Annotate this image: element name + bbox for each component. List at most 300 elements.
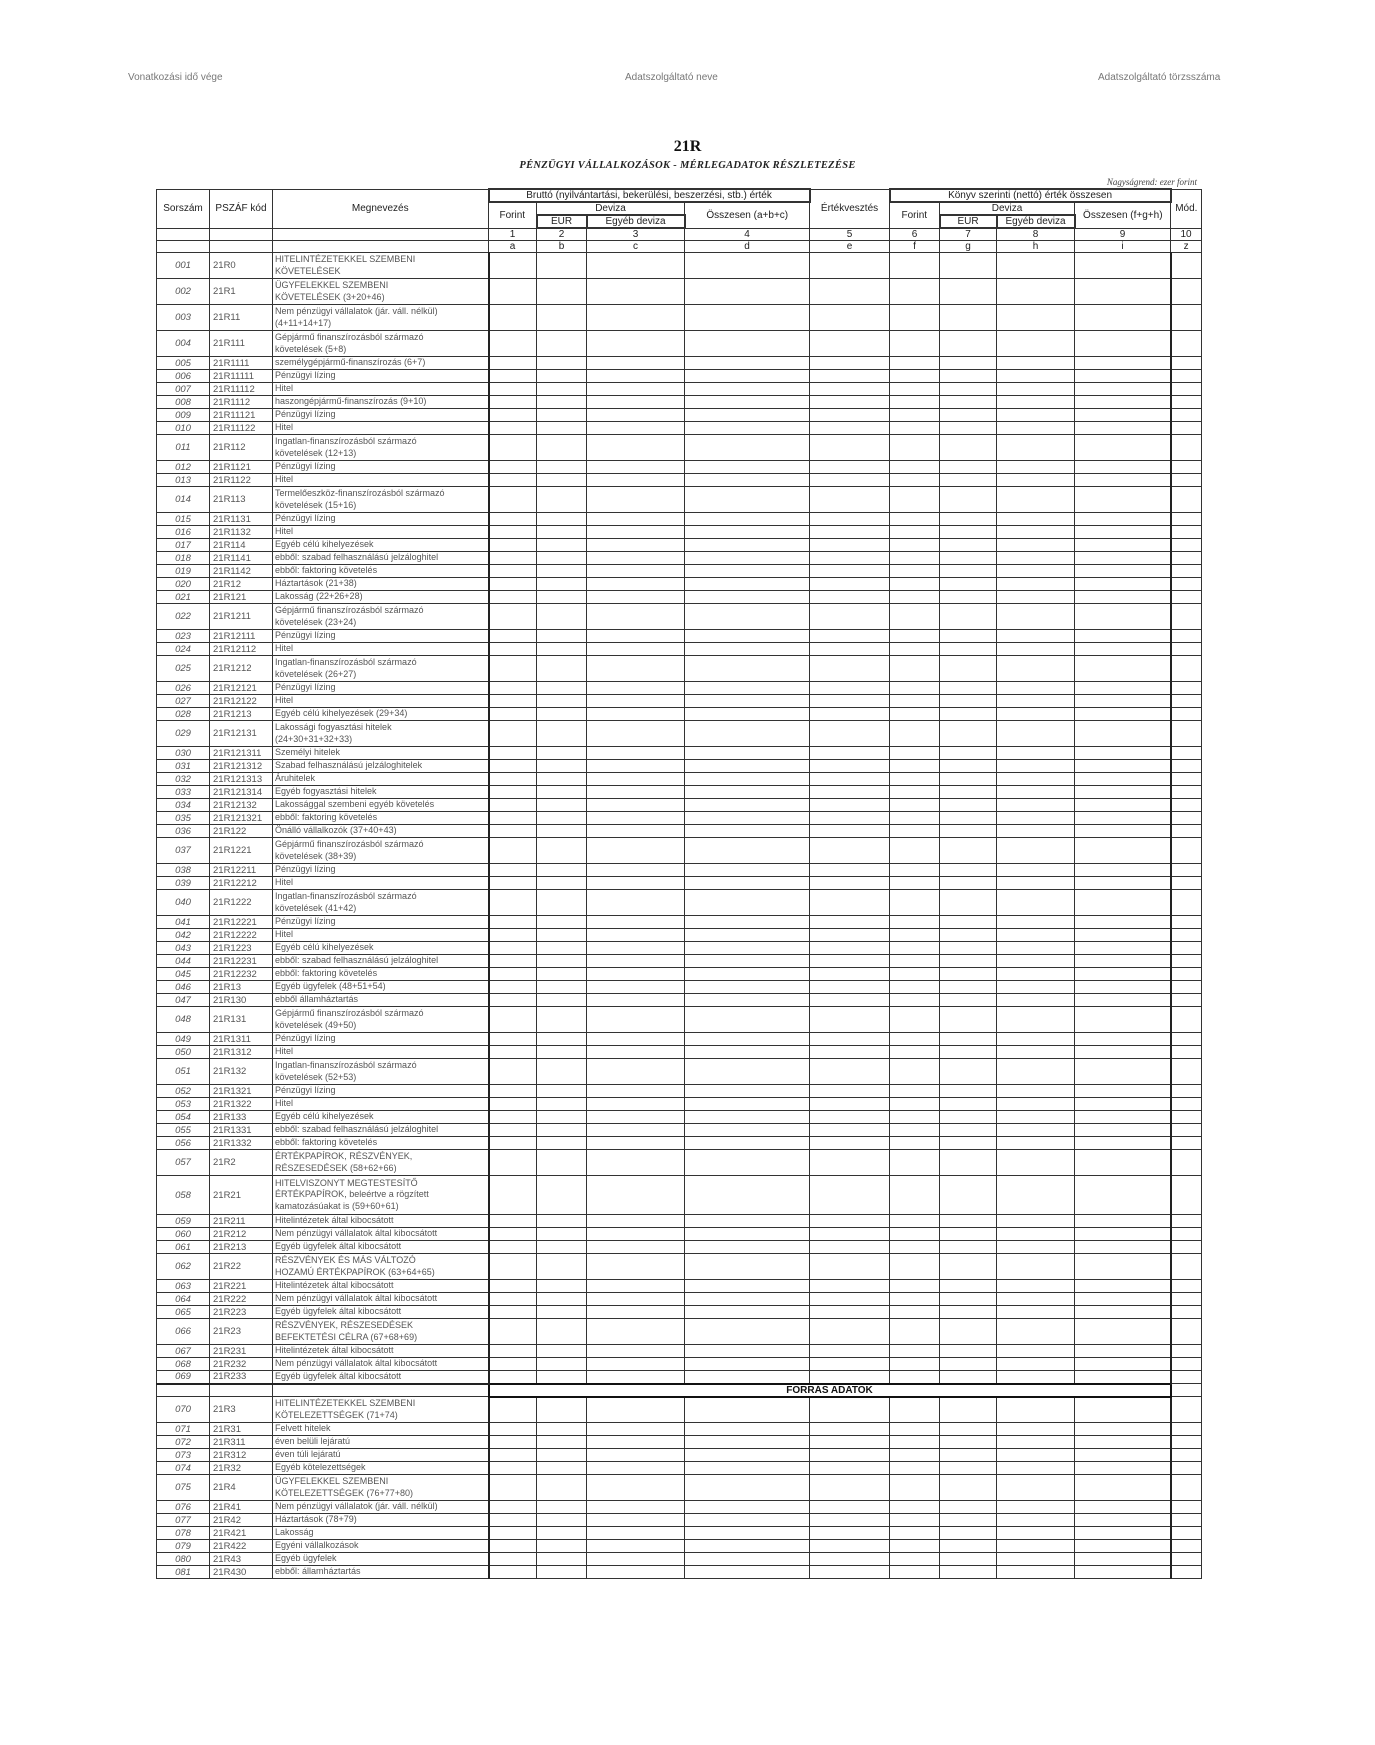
value-cell-f[interactable] <box>890 1566 940 1579</box>
value-cell-d[interactable] <box>685 604 810 630</box>
value-cell-e[interactable] <box>810 916 890 929</box>
value-cell-z[interactable] <box>1171 1085 1202 1098</box>
value-cell-f[interactable] <box>890 786 940 799</box>
value-cell-g[interactable] <box>940 916 997 929</box>
value-cell-h[interactable] <box>997 1449 1075 1462</box>
value-cell-e[interactable] <box>810 1085 890 1098</box>
value-cell-c[interactable] <box>587 1085 685 1098</box>
value-cell-i[interactable] <box>1075 838 1171 864</box>
value-cell-f[interactable] <box>890 864 940 877</box>
value-cell-a[interactable] <box>489 383 537 396</box>
value-cell-c[interactable] <box>587 994 685 1007</box>
value-cell-z[interactable] <box>1171 1124 1202 1137</box>
value-cell-g[interactable] <box>940 1397 997 1423</box>
value-cell-b[interactable] <box>537 1345 587 1358</box>
value-cell-c[interactable] <box>587 513 685 526</box>
value-cell-a[interactable] <box>489 331 537 357</box>
value-cell-f[interactable] <box>890 383 940 396</box>
value-cell-h[interactable] <box>997 695 1075 708</box>
value-cell-g[interactable] <box>940 396 997 409</box>
value-cell-f[interactable] <box>890 1085 940 1098</box>
value-cell-f[interactable] <box>890 396 940 409</box>
value-cell-c[interactable] <box>587 838 685 864</box>
value-cell-c[interactable] <box>587 1111 685 1124</box>
value-cell-z[interactable] <box>1171 370 1202 383</box>
value-cell-f[interactable] <box>890 1345 940 1358</box>
value-cell-g[interactable] <box>940 825 997 838</box>
value-cell-a[interactable] <box>489 708 537 721</box>
value-cell-i[interactable] <box>1075 630 1171 643</box>
value-cell-d[interactable] <box>685 929 810 942</box>
value-cell-g[interactable] <box>940 1124 997 1137</box>
value-cell-a[interactable] <box>489 1527 537 1540</box>
value-cell-i[interactable] <box>1075 422 1171 435</box>
value-cell-h[interactable] <box>997 552 1075 565</box>
value-cell-e[interactable] <box>810 786 890 799</box>
value-cell-i[interactable] <box>1075 812 1171 825</box>
value-cell-f[interactable] <box>890 1462 940 1475</box>
value-cell-a[interactable] <box>489 513 537 526</box>
value-cell-e[interactable] <box>810 1449 890 1462</box>
value-cell-h[interactable] <box>997 279 1075 305</box>
value-cell-h[interactable] <box>997 721 1075 747</box>
value-cell-c[interactable] <box>587 1475 685 1501</box>
value-cell-e[interactable] <box>810 565 890 578</box>
value-cell-b[interactable] <box>537 1553 587 1566</box>
value-cell-d[interactable] <box>685 357 810 370</box>
value-cell-e[interactable] <box>810 812 890 825</box>
value-cell-z[interactable] <box>1171 682 1202 695</box>
value-cell-d[interactable] <box>685 760 810 773</box>
value-cell-d[interactable] <box>685 942 810 955</box>
value-cell-c[interactable] <box>587 1397 685 1423</box>
value-cell-a[interactable] <box>489 1436 537 1449</box>
value-cell-g[interactable] <box>940 435 997 461</box>
value-cell-d[interactable] <box>685 1319 810 1345</box>
value-cell-g[interactable] <box>940 799 997 812</box>
value-cell-z[interactable] <box>1171 422 1202 435</box>
value-cell-z[interactable] <box>1171 916 1202 929</box>
value-cell-a[interactable] <box>489 1475 537 1501</box>
value-cell-e[interactable] <box>810 1098 890 1111</box>
value-cell-f[interactable] <box>890 409 940 422</box>
value-cell-g[interactable] <box>940 422 997 435</box>
value-cell-i[interactable] <box>1075 513 1171 526</box>
value-cell-b[interactable] <box>537 981 587 994</box>
value-cell-h[interactable] <box>997 929 1075 942</box>
value-cell-a[interactable] <box>489 591 537 604</box>
value-cell-a[interactable] <box>489 1124 537 1137</box>
value-cell-g[interactable] <box>940 370 997 383</box>
value-cell-c[interactable] <box>587 487 685 513</box>
value-cell-h[interactable] <box>997 812 1075 825</box>
value-cell-c[interactable] <box>587 981 685 994</box>
value-cell-d[interactable] <box>685 1241 810 1254</box>
value-cell-a[interactable] <box>489 1462 537 1475</box>
value-cell-g[interactable] <box>940 864 997 877</box>
value-cell-e[interactable] <box>810 695 890 708</box>
value-cell-e[interactable] <box>810 591 890 604</box>
value-cell-a[interactable] <box>489 1345 537 1358</box>
value-cell-i[interactable] <box>1075 1215 1171 1228</box>
value-cell-h[interactable] <box>997 357 1075 370</box>
value-cell-h[interactable] <box>997 981 1075 994</box>
value-cell-z[interactable] <box>1171 1371 1202 1384</box>
value-cell-z[interactable] <box>1171 383 1202 396</box>
value-cell-i[interactable] <box>1075 604 1171 630</box>
value-cell-b[interactable] <box>537 890 587 916</box>
value-cell-h[interactable] <box>997 1319 1075 1345</box>
value-cell-f[interactable] <box>890 1501 940 1514</box>
value-cell-i[interactable] <box>1075 526 1171 539</box>
value-cell-f[interactable] <box>890 1033 940 1046</box>
value-cell-g[interactable] <box>940 1358 997 1371</box>
value-cell-a[interactable] <box>489 760 537 773</box>
value-cell-d[interactable] <box>685 799 810 812</box>
value-cell-g[interactable] <box>940 994 997 1007</box>
value-cell-b[interactable] <box>537 1033 587 1046</box>
value-cell-i[interactable] <box>1075 1436 1171 1449</box>
value-cell-d[interactable] <box>685 474 810 487</box>
value-cell-e[interactable] <box>810 487 890 513</box>
value-cell-a[interactable] <box>489 1111 537 1124</box>
value-cell-a[interactable] <box>489 890 537 916</box>
value-cell-h[interactable] <box>997 877 1075 890</box>
value-cell-g[interactable] <box>940 1462 997 1475</box>
value-cell-d[interactable] <box>685 1137 810 1150</box>
value-cell-f[interactable] <box>890 721 940 747</box>
value-cell-d[interactable] <box>685 721 810 747</box>
value-cell-e[interactable] <box>810 994 890 1007</box>
value-cell-h[interactable] <box>997 994 1075 1007</box>
value-cell-e[interactable] <box>810 877 890 890</box>
value-cell-h[interactable] <box>997 825 1075 838</box>
value-cell-d[interactable] <box>685 916 810 929</box>
value-cell-c[interactable] <box>587 435 685 461</box>
value-cell-e[interactable] <box>810 539 890 552</box>
value-cell-h[interactable] <box>997 1111 1075 1124</box>
value-cell-z[interactable] <box>1171 1358 1202 1371</box>
value-cell-c[interactable] <box>587 786 685 799</box>
value-cell-a[interactable] <box>489 929 537 942</box>
value-cell-g[interactable] <box>940 747 997 760</box>
value-cell-h[interactable] <box>997 1215 1075 1228</box>
value-cell-i[interactable] <box>1075 578 1171 591</box>
value-cell-e[interactable] <box>810 513 890 526</box>
value-cell-g[interactable] <box>940 552 997 565</box>
value-cell-d[interactable] <box>685 1215 810 1228</box>
value-cell-e[interactable] <box>810 1046 890 1059</box>
value-cell-z[interactable] <box>1171 747 1202 760</box>
value-cell-z[interactable] <box>1171 435 1202 461</box>
value-cell-f[interactable] <box>890 552 940 565</box>
value-cell-h[interactable] <box>997 422 1075 435</box>
value-cell-b[interactable] <box>537 1137 587 1150</box>
value-cell-e[interactable] <box>810 968 890 981</box>
value-cell-b[interactable] <box>537 1540 587 1553</box>
value-cell-g[interactable] <box>940 643 997 656</box>
value-cell-z[interactable] <box>1171 1241 1202 1254</box>
value-cell-i[interactable] <box>1075 1527 1171 1540</box>
value-cell-c[interactable] <box>587 396 685 409</box>
value-cell-b[interactable] <box>537 487 587 513</box>
value-cell-b[interactable] <box>537 942 587 955</box>
value-cell-z[interactable] <box>1171 565 1202 578</box>
value-cell-i[interactable] <box>1075 487 1171 513</box>
value-cell-g[interactable] <box>940 1449 997 1462</box>
value-cell-e[interactable] <box>810 552 890 565</box>
value-cell-z[interactable] <box>1171 838 1202 864</box>
value-cell-d[interactable] <box>685 864 810 877</box>
value-cell-b[interactable] <box>537 1150 587 1176</box>
value-cell-f[interactable] <box>890 1397 940 1423</box>
value-cell-a[interactable] <box>489 682 537 695</box>
value-cell-a[interactable] <box>489 409 537 422</box>
value-cell-e[interactable] <box>810 1254 890 1280</box>
value-cell-e[interactable] <box>810 1358 890 1371</box>
value-cell-f[interactable] <box>890 1449 940 1462</box>
value-cell-c[interactable] <box>587 539 685 552</box>
value-cell-d[interactable] <box>685 1527 810 1540</box>
value-cell-a[interactable] <box>489 838 537 864</box>
value-cell-g[interactable] <box>940 461 997 474</box>
value-cell-i[interactable] <box>1075 799 1171 812</box>
value-cell-i[interactable] <box>1075 721 1171 747</box>
value-cell-c[interactable] <box>587 1228 685 1241</box>
value-cell-h[interactable] <box>997 474 1075 487</box>
value-cell-f[interactable] <box>890 1423 940 1436</box>
value-cell-i[interactable] <box>1075 383 1171 396</box>
value-cell-g[interactable] <box>940 890 997 916</box>
value-cell-h[interactable] <box>997 513 1075 526</box>
value-cell-c[interactable] <box>587 760 685 773</box>
value-cell-z[interactable] <box>1171 630 1202 643</box>
value-cell-h[interactable] <box>997 747 1075 760</box>
value-cell-b[interactable] <box>537 955 587 968</box>
value-cell-a[interactable] <box>489 1215 537 1228</box>
value-cell-d[interactable] <box>685 1293 810 1306</box>
value-cell-a[interactable] <box>489 1397 537 1423</box>
value-cell-d[interactable] <box>685 1046 810 1059</box>
value-cell-b[interactable] <box>537 1176 587 1215</box>
value-cell-b[interactable] <box>537 1306 587 1319</box>
value-cell-d[interactable] <box>685 981 810 994</box>
value-cell-a[interactable] <box>489 1553 537 1566</box>
value-cell-e[interactable] <box>810 656 890 682</box>
value-cell-g[interactable] <box>940 929 997 942</box>
value-cell-z[interactable] <box>1171 1449 1202 1462</box>
value-cell-h[interactable] <box>997 643 1075 656</box>
value-cell-e[interactable] <box>810 370 890 383</box>
value-cell-z[interactable] <box>1171 877 1202 890</box>
value-cell-e[interactable] <box>810 773 890 786</box>
value-cell-d[interactable] <box>685 1397 810 1423</box>
value-cell-b[interactable] <box>537 1514 587 1527</box>
value-cell-e[interactable] <box>810 1306 890 1319</box>
value-cell-g[interactable] <box>940 357 997 370</box>
value-cell-a[interactable] <box>489 1033 537 1046</box>
value-cell-e[interactable] <box>810 1397 890 1423</box>
value-cell-a[interactable] <box>489 812 537 825</box>
value-cell-h[interactable] <box>997 1046 1075 1059</box>
value-cell-c[interactable] <box>587 968 685 981</box>
value-cell-c[interactable] <box>587 1371 685 1384</box>
value-cell-g[interactable] <box>940 1345 997 1358</box>
value-cell-a[interactable] <box>489 526 537 539</box>
value-cell-c[interactable] <box>587 253 685 279</box>
value-cell-b[interactable] <box>537 305 587 331</box>
value-cell-a[interactable] <box>489 1319 537 1345</box>
value-cell-b[interactable] <box>537 396 587 409</box>
value-cell-d[interactable] <box>685 1553 810 1566</box>
value-cell-f[interactable] <box>890 1046 940 1059</box>
value-cell-g[interactable] <box>940 526 997 539</box>
value-cell-c[interactable] <box>587 1423 685 1436</box>
value-cell-g[interactable] <box>940 1007 997 1033</box>
value-cell-i[interactable] <box>1075 942 1171 955</box>
value-cell-z[interactable] <box>1171 1553 1202 1566</box>
value-cell-a[interactable] <box>489 825 537 838</box>
value-cell-c[interactable] <box>587 474 685 487</box>
value-cell-a[interactable] <box>489 1280 537 1293</box>
value-cell-h[interactable] <box>997 370 1075 383</box>
value-cell-c[interactable] <box>587 1137 685 1150</box>
value-cell-e[interactable] <box>810 604 890 630</box>
value-cell-f[interactable] <box>890 695 940 708</box>
value-cell-f[interactable] <box>890 877 940 890</box>
value-cell-d[interactable] <box>685 422 810 435</box>
value-cell-z[interactable] <box>1171 1280 1202 1293</box>
value-cell-i[interactable] <box>1075 1254 1171 1280</box>
value-cell-d[interactable] <box>685 1514 810 1527</box>
value-cell-g[interactable] <box>940 1371 997 1384</box>
value-cell-h[interactable] <box>997 578 1075 591</box>
value-cell-f[interactable] <box>890 604 940 630</box>
value-cell-i[interactable] <box>1075 539 1171 552</box>
value-cell-d[interactable] <box>685 1098 810 1111</box>
value-cell-f[interactable] <box>890 942 940 955</box>
value-cell-h[interactable] <box>997 461 1075 474</box>
value-cell-f[interactable] <box>890 825 940 838</box>
value-cell-d[interactable] <box>685 487 810 513</box>
value-cell-d[interactable] <box>685 1423 810 1436</box>
value-cell-c[interactable] <box>587 1150 685 1176</box>
value-cell-z[interactable] <box>1171 955 1202 968</box>
value-cell-b[interactable] <box>537 1254 587 1280</box>
value-cell-a[interactable] <box>489 539 537 552</box>
value-cell-d[interactable] <box>685 1540 810 1553</box>
value-cell-z[interactable] <box>1171 1475 1202 1501</box>
value-cell-c[interactable] <box>587 1358 685 1371</box>
value-cell-i[interactable] <box>1075 1228 1171 1241</box>
value-cell-e[interactable] <box>810 1176 890 1215</box>
value-cell-c[interactable] <box>587 916 685 929</box>
value-cell-i[interactable] <box>1075 1397 1171 1423</box>
value-cell-z[interactable] <box>1171 357 1202 370</box>
value-cell-c[interactable] <box>587 370 685 383</box>
value-cell-f[interactable] <box>890 422 940 435</box>
value-cell-f[interactable] <box>890 682 940 695</box>
value-cell-a[interactable] <box>489 1059 537 1085</box>
value-cell-b[interactable] <box>537 1527 587 1540</box>
value-cell-e[interactable] <box>810 1501 890 1514</box>
value-cell-z[interactable] <box>1171 604 1202 630</box>
value-cell-i[interactable] <box>1075 279 1171 305</box>
value-cell-a[interactable] <box>489 552 537 565</box>
value-cell-e[interactable] <box>810 1280 890 1293</box>
value-cell-i[interactable] <box>1075 1293 1171 1306</box>
value-cell-c[interactable] <box>587 747 685 760</box>
value-cell-f[interactable] <box>890 370 940 383</box>
value-cell-i[interactable] <box>1075 682 1171 695</box>
value-cell-f[interactable] <box>890 1514 940 1527</box>
value-cell-g[interactable] <box>940 838 997 864</box>
value-cell-f[interactable] <box>890 487 940 513</box>
value-cell-d[interactable] <box>685 1358 810 1371</box>
value-cell-z[interactable] <box>1171 1046 1202 1059</box>
value-cell-a[interactable] <box>489 435 537 461</box>
value-cell-h[interactable] <box>997 838 1075 864</box>
value-cell-f[interactable] <box>890 929 940 942</box>
value-cell-b[interactable] <box>537 591 587 604</box>
value-cell-i[interactable] <box>1075 1475 1171 1501</box>
value-cell-z[interactable] <box>1171 331 1202 357</box>
value-cell-z[interactable] <box>1171 812 1202 825</box>
value-cell-d[interactable] <box>685 305 810 331</box>
value-cell-e[interactable] <box>810 1345 890 1358</box>
value-cell-h[interactable] <box>997 1462 1075 1475</box>
value-cell-h[interactable] <box>997 1124 1075 1137</box>
value-cell-f[interactable] <box>890 1007 940 1033</box>
value-cell-d[interactable] <box>685 1085 810 1098</box>
value-cell-c[interactable] <box>587 1540 685 1553</box>
value-cell-g[interactable] <box>940 1215 997 1228</box>
value-cell-b[interactable] <box>537 656 587 682</box>
value-cell-c[interactable] <box>587 1345 685 1358</box>
value-cell-a[interactable] <box>489 1358 537 1371</box>
value-cell-b[interactable] <box>537 1293 587 1306</box>
value-cell-i[interactable] <box>1075 643 1171 656</box>
value-cell-f[interactable] <box>890 838 940 864</box>
value-cell-i[interactable] <box>1075 1124 1171 1137</box>
value-cell-c[interactable] <box>587 721 685 747</box>
value-cell-f[interactable] <box>890 1540 940 1553</box>
value-cell-c[interactable] <box>587 1098 685 1111</box>
value-cell-e[interactable] <box>810 526 890 539</box>
value-cell-i[interactable] <box>1075 331 1171 357</box>
value-cell-z[interactable] <box>1171 1059 1202 1085</box>
value-cell-b[interactable] <box>537 1397 587 1423</box>
value-cell-f[interactable] <box>890 1215 940 1228</box>
value-cell-g[interactable] <box>940 1176 997 1215</box>
value-cell-c[interactable] <box>587 1501 685 1514</box>
value-cell-a[interactable] <box>489 1540 537 1553</box>
value-cell-i[interactable] <box>1075 396 1171 409</box>
value-cell-b[interactable] <box>537 747 587 760</box>
value-cell-z[interactable] <box>1171 1514 1202 1527</box>
value-cell-a[interactable] <box>489 1254 537 1280</box>
value-cell-z[interactable] <box>1171 695 1202 708</box>
value-cell-g[interactable] <box>940 539 997 552</box>
value-cell-g[interactable] <box>940 305 997 331</box>
value-cell-g[interactable] <box>940 279 997 305</box>
value-cell-z[interactable] <box>1171 526 1202 539</box>
value-cell-z[interactable] <box>1171 591 1202 604</box>
value-cell-h[interactable] <box>997 487 1075 513</box>
value-cell-b[interactable] <box>537 708 587 721</box>
value-cell-i[interactable] <box>1075 253 1171 279</box>
value-cell-i[interactable] <box>1075 695 1171 708</box>
